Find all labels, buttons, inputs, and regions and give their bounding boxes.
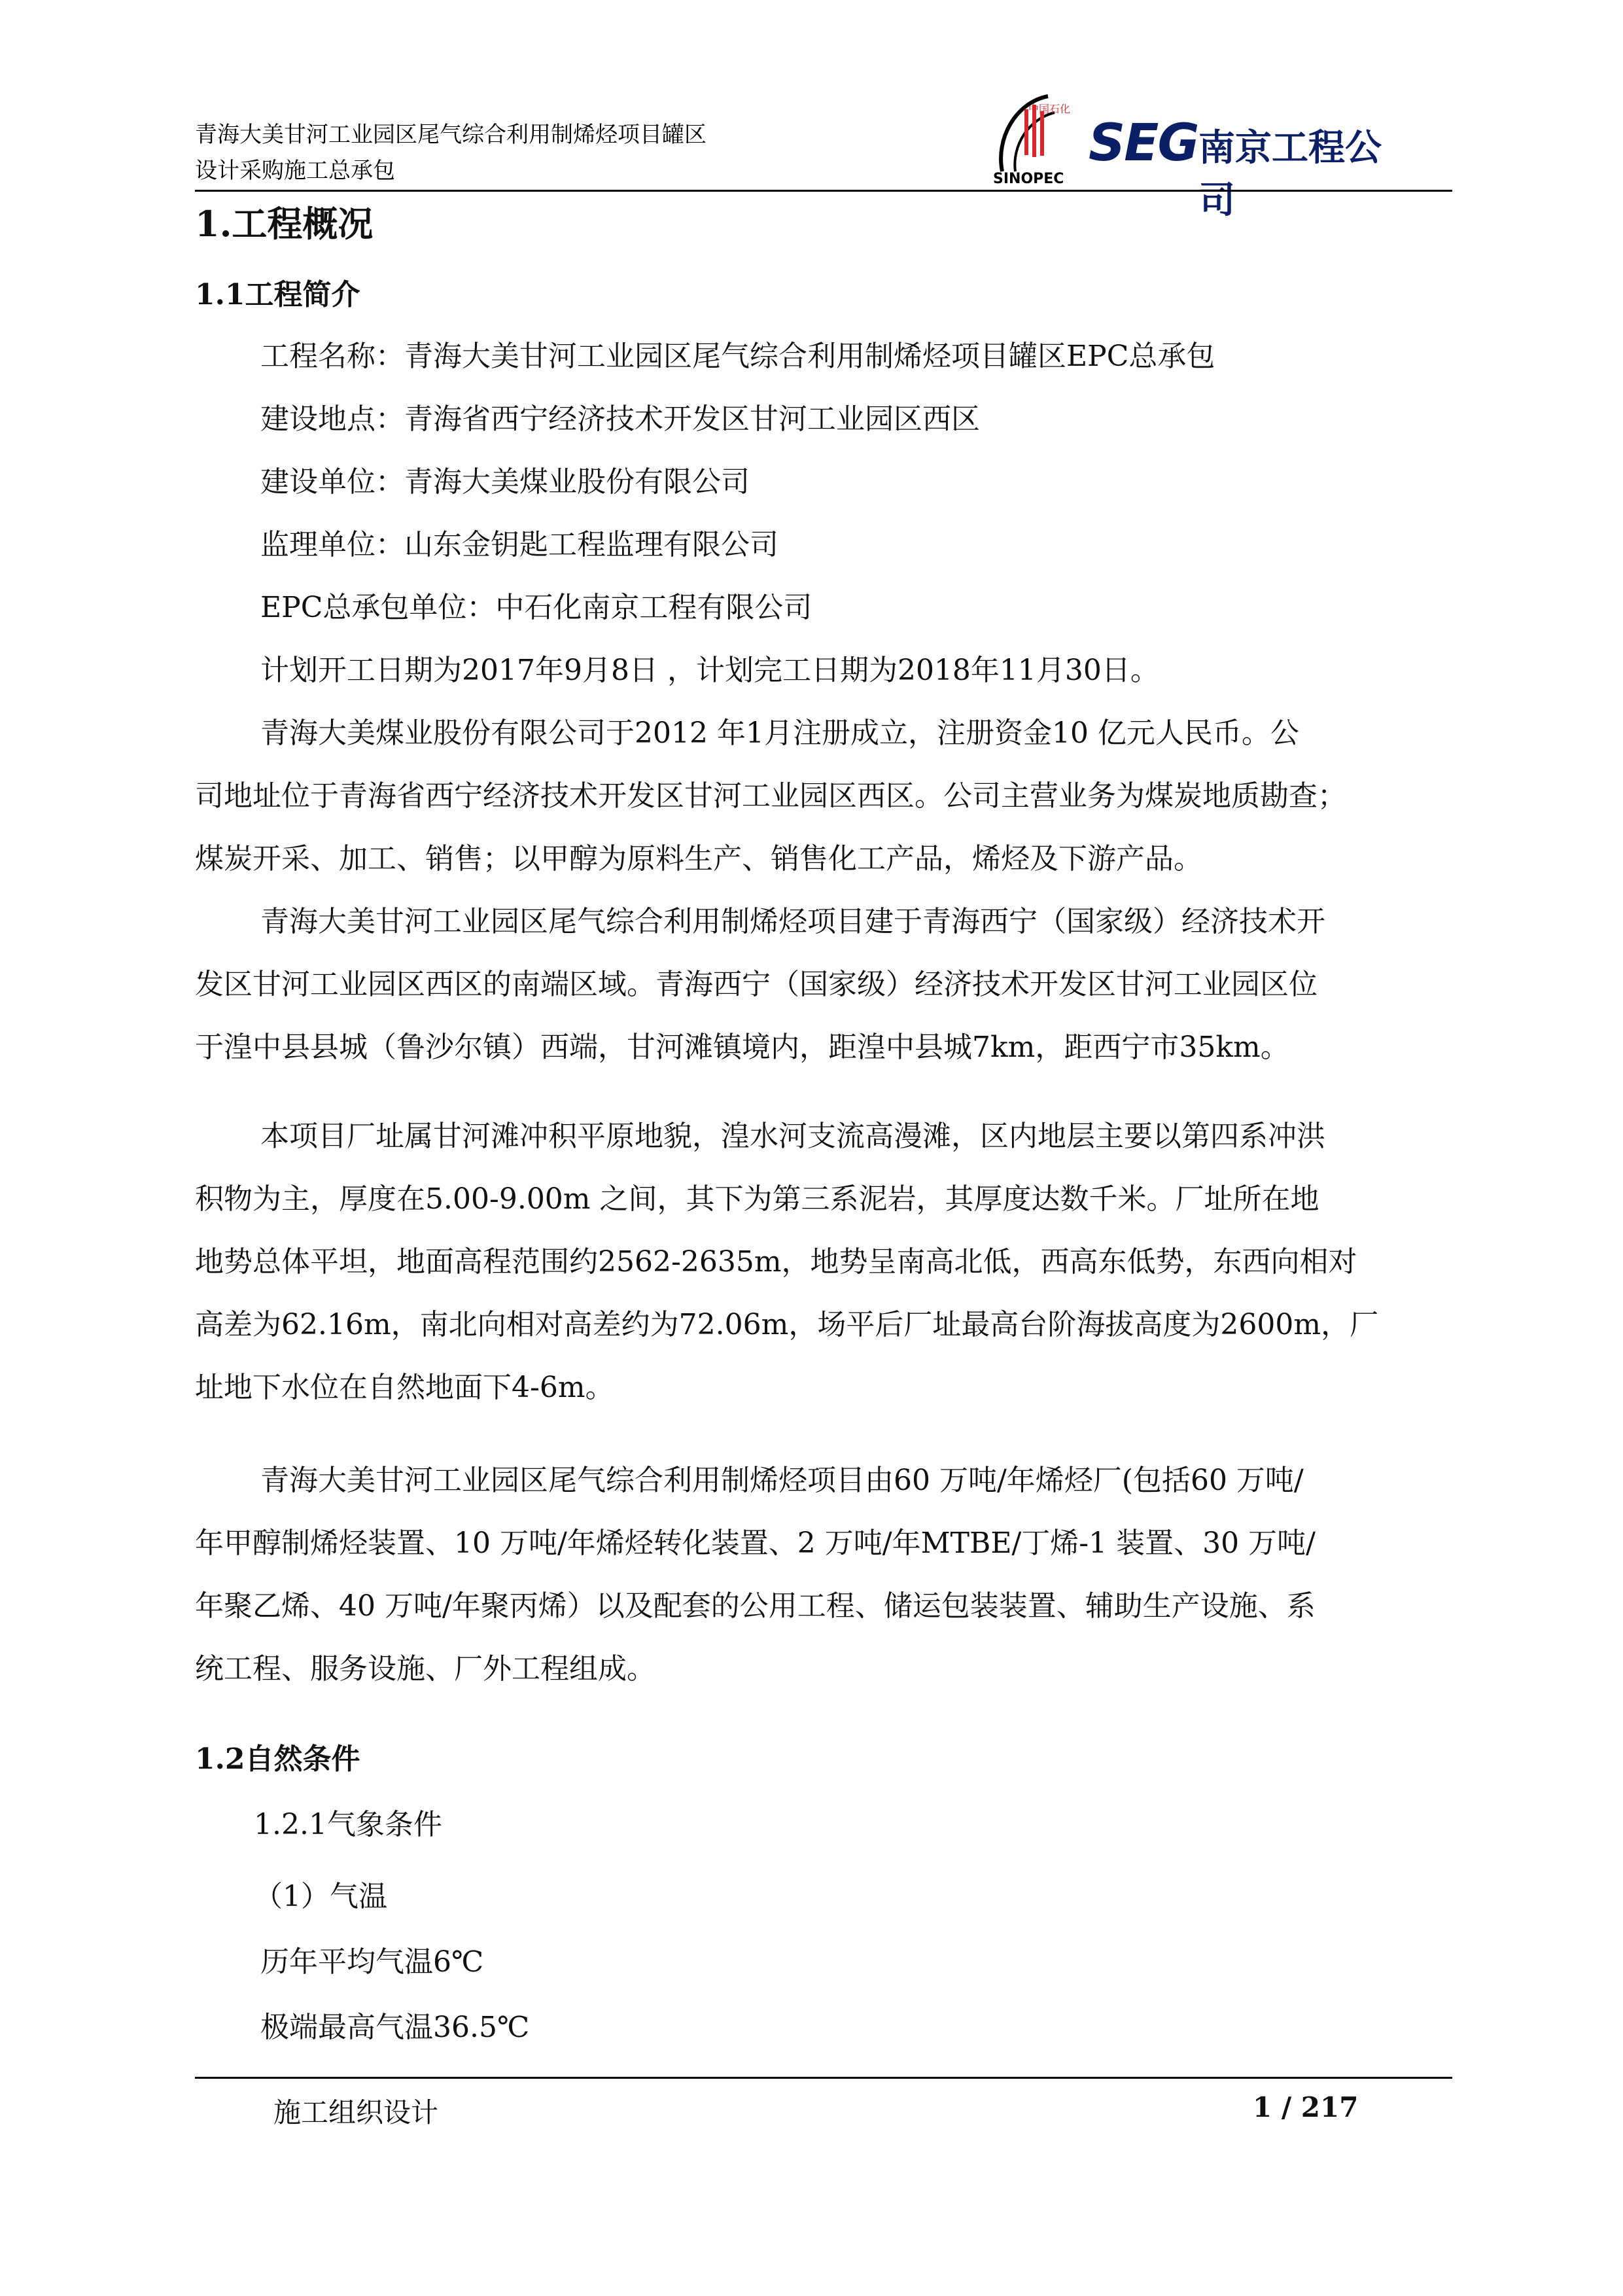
para3-line: 地势总体平坦，地面高程范围约2562-2635m，地势呈南高北低，西高东低势，东西向相对 bbox=[195, 1245, 1357, 1279]
para4-line: 青海大美甘河工业园区尾气综合利用制烯烃项目由60 万吨/年烯烃厂(包括60 万吨/ bbox=[260, 1464, 1304, 1497]
list-item-temperature: （1）气温 bbox=[254, 1880, 387, 1913]
svg-text:中国石化: 中国石化 bbox=[1028, 103, 1071, 115]
para3-line: 积物为主，厚度在5.00-9.00m 之间，其下为第三系泥岩，其厚度达数千米。厂址所在地 bbox=[195, 1182, 1319, 1216]
para2-line: 发区甘河工业园区西区的南端区域。青海西宁（国家级）经济技术开发区甘河工业园区位 bbox=[195, 968, 1318, 1001]
para2-line: 于湟中县县城（鲁沙尔镇）西端，甘河滩镇境内，距湟中县城7km，距西宁市35km。 bbox=[195, 1031, 1289, 1064]
header-divider bbox=[195, 190, 1452, 192]
info-supervisor: 监理单位：山东金钥匙工程监理有限公司 bbox=[260, 528, 778, 561]
para4-line: 统工程、服务设施、厂外工程组成。 bbox=[195, 1652, 655, 1686]
para1-line: 煤炭开采、加工、销售；以甲醇为原料生产、销售化工产品，烯烃及下游产品。 bbox=[195, 842, 1202, 875]
info-project-name: 工程名称：青海大美甘河工业园区尾气综合利用制烯烃项目罐区EPC总承包 bbox=[260, 340, 1215, 373]
para1-line: 青海大美煤业股份有限公司于2012 年1月注册成立，注册资金10 亿元人民币。公 bbox=[260, 716, 1299, 750]
temp-max: 极端最高气温36.5℃ bbox=[260, 2011, 530, 2044]
subsubsection-title-weather: 1.2.1气象条件 bbox=[254, 1808, 442, 1841]
sinopec-emblem-icon bbox=[989, 86, 1087, 185]
page-number: 1 / 217 bbox=[1253, 2091, 1359, 2123]
logo-company-name: 南京工程公司 bbox=[1198, 126, 1382, 222]
info-epc-contractor: EPC总承包单位：中石化南京工程有限公司 bbox=[260, 591, 812, 624]
info-owner: 建设单位：青海大美煤业股份有限公司 bbox=[260, 465, 750, 499]
section-title: 1.工程概况 bbox=[195, 203, 374, 245]
header-contract-type: 设计采购施工总承包 bbox=[195, 158, 395, 184]
footer-divider bbox=[195, 2077, 1452, 2079]
info-schedule: 计划开工日期为2017年9月8日 ，计划完工日期为2018年11月30日。 bbox=[260, 654, 1159, 687]
footer-title: 施工组织设计 bbox=[273, 2096, 439, 2128]
header-project-title: 青海大美甘河工业园区尾气综合利用制烯烃项目罐区 bbox=[195, 122, 707, 148]
para3-line: 址地下水位在自然地面下4-6m。 bbox=[195, 1371, 614, 1404]
logo-sub-text: SINOPEC bbox=[993, 171, 1064, 185]
logo-brand: SEG bbox=[1089, 114, 1198, 173]
para2-line: 青海大美甘河工业园区尾气综合利用制烯烃项目建于青海西宁（国家级）经济技术开 bbox=[260, 905, 1325, 938]
subsection-title-natural: 1.2自然条件 bbox=[195, 1742, 360, 1776]
para1-line: 司地址位于青海省西宁经济技术开发区甘河工业园区西区。公司主营业务为煤炭地质勘查； bbox=[195, 779, 1346, 813]
company-logo bbox=[989, 86, 1401, 222]
para3-line: 高差为62.16m，南北向相对高差约为72.06m，场平后厂址最高台阶海拔高度为2600m，厂 bbox=[195, 1308, 1379, 1341]
para3-line: 本项目厂址属甘河滩冲积平原地貌，湟水河支流高漫滩，区内地层主要以第四系冲洪 bbox=[260, 1120, 1325, 1153]
para4-line: 年聚乙烯、40 万吨/年聚丙烯）以及配套的公用工程、储运包装装置、辅助生产设施、系 bbox=[195, 1589, 1316, 1623]
para4-line: 年甲醇制烯烃装置、10 万吨/年烯烃转化装置、2 万吨/年MTBE/丁烯-1 装置、30 万吨/ bbox=[195, 1527, 1316, 1560]
info-location: 建设地点：青海省西宁经济技术开发区甘河工业园区西区 bbox=[260, 402, 980, 436]
subsection-title-overview: 1.1工程简介 bbox=[195, 278, 360, 311]
temp-average: 历年平均气温6℃ bbox=[260, 1945, 484, 1979]
